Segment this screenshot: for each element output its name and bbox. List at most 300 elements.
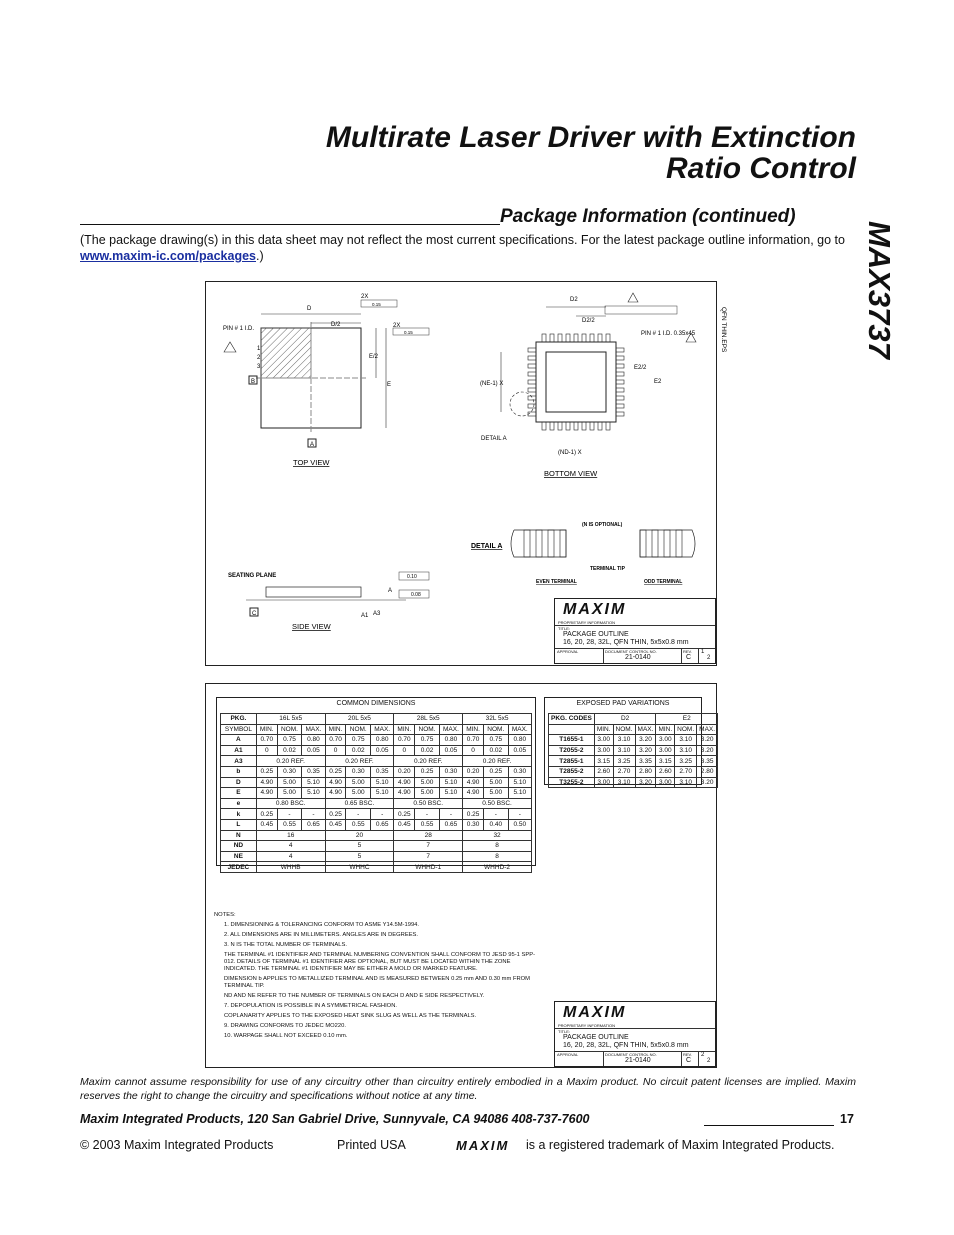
table-cell: 3.10 xyxy=(613,735,635,746)
pkg-code-cell: T2855-2 xyxy=(549,766,595,777)
package-drawing-sheet-2 xyxy=(205,683,717,1068)
detail-a-label: DETAIL A xyxy=(471,543,503,550)
group-header: E2 xyxy=(656,714,718,725)
note-item: 2. ALL DIMENSIONS ARE IN MILLIMETERS. ANGLES ARE IN DEGREES. xyxy=(224,932,419,938)
side-view-label: SIDE VIEW xyxy=(292,622,331,631)
exposed-pad-table xyxy=(548,713,718,788)
title-block-1 xyxy=(554,598,716,664)
company-address: Maxim Integrated Products, 120 San Gabriel Drive, Sunnyvale, CA 94086 408-737-7600 xyxy=(80,1112,590,1126)
title-block-2 xyxy=(554,1001,716,1067)
rev-1: C xyxy=(686,654,692,661)
table-cell: WHHD-2 xyxy=(463,862,532,873)
note-item: COPLANARITY APPLIES TO THE EXPOSED HEAT SINK SLUG AS WELL AS THE TERMINALS. xyxy=(224,1013,477,1019)
bottom-view-label: BOTTOM VIEW xyxy=(544,469,598,478)
tol-015-b: 0.15 xyxy=(404,330,413,335)
table-header-row xyxy=(549,714,718,725)
table-cell: 3.20 xyxy=(697,735,718,746)
pin-1: 1 xyxy=(257,346,261,352)
table-cell: 3.00 xyxy=(594,745,613,756)
packages-link[interactable]: www.maxim-ic.com/packages xyxy=(80,249,257,263)
common-dimensions-table xyxy=(220,713,532,873)
rev-label-1: REV. xyxy=(683,649,692,654)
table-row xyxy=(221,735,532,746)
rev-2: C xyxy=(686,1057,692,1064)
group-header: 16L 5x5 xyxy=(256,714,325,725)
table-cell: 5.00 xyxy=(346,788,371,799)
sub-header: MAX. xyxy=(371,724,394,735)
table-cell: 3.20 xyxy=(697,745,718,756)
table-cell: 0.20 REF. xyxy=(256,756,325,767)
table-row xyxy=(549,735,718,746)
pin1-id-bottom: PIN # 1 I.D. 0.35x45 xyxy=(641,331,696,337)
table-row xyxy=(221,798,532,809)
proprietary-1: PROPRIETARY INFORMATION xyxy=(558,620,616,625)
table-cell: 0.80 xyxy=(439,735,462,746)
title-text-1: PACKAGE OUTLINE xyxy=(563,631,629,638)
table-cell: 0 xyxy=(256,745,277,756)
table-cell: 0.25 xyxy=(256,809,277,820)
table-cell: 2.60 xyxy=(594,766,613,777)
table-cell: - xyxy=(346,809,371,820)
dim-bottom-e22: E2/2 xyxy=(634,365,647,371)
table-row xyxy=(221,809,532,820)
table-cell: 4.90 xyxy=(256,777,277,788)
table-cell: 5.10 xyxy=(508,788,531,799)
table-cell: WHHD-1 xyxy=(394,862,463,873)
table-cell: - xyxy=(439,809,462,820)
symbol-cell: e xyxy=(221,798,257,809)
package-drawing-sheet-1 xyxy=(205,281,727,666)
side-part-number xyxy=(852,220,912,370)
sub-header: NOM. xyxy=(346,724,371,735)
table-cell: - xyxy=(302,809,325,820)
printed-usa: Printed USA xyxy=(337,1138,406,1152)
table-cell: 5.10 xyxy=(439,777,462,788)
sub-header: MAX. xyxy=(635,724,656,735)
sub-header: MAX. xyxy=(508,724,531,735)
common-dims-caption: COMMON DIMENSIONS xyxy=(336,700,416,707)
exposed-pad-panel xyxy=(544,697,716,786)
table-cell: - xyxy=(415,809,440,820)
table-cell: 3.15 xyxy=(594,756,613,767)
table-cell: 0.20 xyxy=(394,766,415,777)
table-cell: 0.50 BSC. xyxy=(394,798,463,809)
table-cell: 3.00 xyxy=(656,735,675,746)
table-row xyxy=(221,777,532,788)
symbol-cell: A3 xyxy=(221,756,257,767)
sub-header: NOM. xyxy=(613,724,635,735)
symbol-cell: L xyxy=(221,819,257,830)
table-cell: 0.45 xyxy=(256,819,277,830)
table-cell: 0.25 xyxy=(484,766,509,777)
group-header: D2 xyxy=(594,714,656,725)
table-cell: 0.80 xyxy=(508,735,531,746)
table-cell: 3.25 xyxy=(675,756,697,767)
table-cell: 5.00 xyxy=(484,777,509,788)
pkg-code-cell: T3255-2 xyxy=(549,777,595,788)
table-row xyxy=(221,819,532,830)
note-item: 1. DIMENSIONING & TOLERANCING CONFORM TO ASME Y14.5M-1994. xyxy=(224,922,419,928)
table-cell: 4.90 xyxy=(325,777,346,788)
top-view xyxy=(223,294,429,467)
dim-d2: D/2 xyxy=(331,322,341,328)
table-cell: 0.75 xyxy=(415,735,440,746)
note-item: DIMENSION b APPLIES TO METALLIZED TERMINAL AND IS MEASURED BETWEEN 0.25 mm AND 0.30 mm FROM TERMINAL TIP. xyxy=(224,976,531,989)
ne-minus-1: (NE-1) X xyxy=(480,381,504,387)
group-header: 32L 5x5 xyxy=(463,714,532,725)
table-cell: 0.80 xyxy=(371,735,394,746)
table-cell: 0 xyxy=(463,745,484,756)
table-cell: 0.75 xyxy=(277,735,302,746)
dim-a1: A1 xyxy=(361,613,369,619)
table-cell: 0.05 xyxy=(371,745,394,756)
proprietary-2: PROPRIETARY INFORMATION xyxy=(558,1023,616,1028)
symbol-cell: D xyxy=(221,777,257,788)
disclaimer: Maxim cannot assume responsibility for use of any circuitry other than circuitry entirely embodied in a Maxim product. No circuit patent licenses are implied. Maxim reserves the right to change the circuitry and specifications without notice at any time. xyxy=(80,1076,856,1102)
table-cell: - xyxy=(277,809,302,820)
rev-label-2: REV. xyxy=(683,1052,692,1057)
table-cell: 0.70 xyxy=(256,735,277,746)
table-cell: 3.00 xyxy=(594,777,613,788)
symbol-cell: N xyxy=(221,830,257,841)
sub-header: SYMBOL xyxy=(221,724,257,735)
table-cell: 2.70 xyxy=(675,766,697,777)
table-cell: 8 xyxy=(463,841,532,852)
table-row xyxy=(221,788,532,799)
bottom-view xyxy=(480,293,696,478)
top-view-label: TOP VIEW xyxy=(293,458,330,467)
sub-header: NOM. xyxy=(675,724,697,735)
title-line-2: Ratio Control xyxy=(666,152,856,185)
table-cell: - xyxy=(484,809,509,820)
dim-e: E xyxy=(387,382,392,388)
table-cell: 3.20 xyxy=(635,777,656,788)
table-cell: 5.10 xyxy=(371,788,394,799)
detail-a-callout: DETAIL A xyxy=(481,436,507,442)
table-cell: 4.90 xyxy=(463,777,484,788)
table-cell: 5.10 xyxy=(508,777,531,788)
table-cell: 0.30 xyxy=(277,766,302,777)
table-cell: 4.90 xyxy=(463,788,484,799)
note-item: 10. WARPAGE SHALL NOT EXCEED 0.10 mm. xyxy=(224,1033,348,1039)
table-row xyxy=(549,777,718,788)
table-cell: 0.70 xyxy=(394,735,415,746)
section-title: Package Information (continued) xyxy=(500,206,796,227)
odd-terminal: ODD TERMINAL xyxy=(644,579,683,585)
table-row xyxy=(221,841,532,852)
table-cell: 5 xyxy=(325,851,394,862)
table-cell: 3.20 xyxy=(697,777,718,788)
table-cell: 0.75 xyxy=(484,735,509,746)
table-cell: 0.65 BSC. xyxy=(325,798,394,809)
table-cell: 16 xyxy=(256,830,325,841)
table-row xyxy=(221,745,532,756)
common-dimensions-panel xyxy=(216,697,536,871)
table-cell: 0 xyxy=(325,745,346,756)
table-row xyxy=(221,830,532,841)
note-item: 3. N IS THE TOTAL NUMBER OF TERMINALS. xyxy=(224,942,347,948)
table-cell: 5.10 xyxy=(371,777,394,788)
table-cell: 0.65 xyxy=(371,819,394,830)
table-cell: 0.50 BSC. xyxy=(463,798,532,809)
even-terminal: EVEN TERMINAL xyxy=(536,579,577,585)
subtitle-text-2: 16, 20, 28, 32L, QFN THIN, 5x5x0.8 mm xyxy=(563,1042,689,1049)
table-cell: 3.35 xyxy=(635,756,656,767)
sheet-num-2: 2 xyxy=(701,1052,705,1058)
table-cell: 0.75 xyxy=(346,735,371,746)
sub-header: NOM. xyxy=(277,724,302,735)
sheet-total-2: 2 xyxy=(707,1058,711,1064)
symbol-cell: A1 xyxy=(221,745,257,756)
table-cell: 5.00 xyxy=(484,788,509,799)
table-cell: 0.05 xyxy=(439,745,462,756)
table-cell: 3.25 xyxy=(613,756,635,767)
table-cell: 3.20 xyxy=(635,735,656,746)
table-cell: 32 xyxy=(463,830,532,841)
table-cell: 5.10 xyxy=(439,788,462,799)
table-row xyxy=(549,756,718,767)
file-label: QFN THIN.EPS xyxy=(720,307,727,353)
title-line-1: Multirate Laser Driver with Extinction xyxy=(325,121,856,154)
notes-block xyxy=(214,912,544,1040)
symbol-cell: ND xyxy=(221,841,257,852)
detail-a-view xyxy=(471,522,695,585)
table-cell: 2.60 xyxy=(656,766,675,777)
maxim-logo-2: MAXIM xyxy=(563,1004,627,1021)
table-cell: 4.90 xyxy=(394,788,415,799)
pin-3: 3 xyxy=(257,364,261,370)
table-cell: 0.20 REF. xyxy=(463,756,532,767)
table-row xyxy=(221,862,532,873)
table-cell: 0.45 xyxy=(325,819,346,830)
side-view xyxy=(228,572,429,631)
table-cell: 4.90 xyxy=(256,788,277,799)
approval-2: APPROVAL xyxy=(557,1052,579,1057)
table-cell: 0.70 xyxy=(325,735,346,746)
doc-label-1: DOCUMENT CONTROL NO. xyxy=(605,649,657,654)
table-cell: 0.25 xyxy=(256,766,277,777)
table-row xyxy=(221,851,532,862)
table-subheader-row xyxy=(549,724,718,735)
table-cell: 3.10 xyxy=(613,745,635,756)
sub-header: MIN. xyxy=(256,724,277,735)
table-cell: 5.00 xyxy=(277,777,302,788)
package-note xyxy=(80,232,856,264)
terminal-tip: TERMINAL TIP xyxy=(590,566,625,572)
table-cell: 0.35 xyxy=(371,766,394,777)
table-cell: 3.10 xyxy=(613,777,635,788)
pkg-code-cell: T2055-2 xyxy=(549,745,595,756)
sheet-num-1: 1 xyxy=(701,649,705,655)
table-cell: 0.25 xyxy=(415,766,440,777)
table-cell: 0.25 xyxy=(325,766,346,777)
table-cell: 0.40 xyxy=(484,819,509,830)
symbol-cell: E xyxy=(221,788,257,799)
exposed-pad-caption: EXPOSED PAD VARIATIONS xyxy=(576,700,670,707)
note-item: 9. DRAWING CONFORMS TO JEDEC MO220. xyxy=(224,1023,346,1029)
table-cell: 0.80 BSC. xyxy=(256,798,325,809)
approval-1: APPROVAL xyxy=(557,649,579,654)
table-cell: 0.50 xyxy=(508,819,531,830)
page-number: 17 xyxy=(840,1112,854,1126)
table-cell: 5.00 xyxy=(277,788,302,799)
maxim-logo-1: MAXIM xyxy=(563,601,627,618)
table-cell: 3.00 xyxy=(656,777,675,788)
dim-a3: A3 xyxy=(373,611,381,617)
table-cell: 28 xyxy=(394,830,463,841)
table-cell: 5.10 xyxy=(302,777,325,788)
table-cell: 0.20 xyxy=(463,766,484,777)
title-label-1: TITLE: xyxy=(558,626,571,631)
table-row xyxy=(549,766,718,777)
table-cell: 0.65 xyxy=(439,819,462,830)
notes-list xyxy=(214,922,544,1040)
symbol-cell: NE xyxy=(221,851,257,862)
table-header-row xyxy=(221,714,532,725)
bottom-pads xyxy=(528,334,624,430)
table-row xyxy=(221,766,532,777)
sub-header: MAX. xyxy=(302,724,325,735)
table-row xyxy=(221,756,532,767)
table-cell: 0.55 xyxy=(346,819,371,830)
symbol-cell: b xyxy=(221,766,257,777)
sub-header: MIN. xyxy=(594,724,613,735)
group-header: 20L 5x5 xyxy=(325,714,394,725)
table-cell: 0.25 xyxy=(394,809,415,820)
pkg-code-cell: T1655-1 xyxy=(549,735,595,746)
table-cell: 5 xyxy=(325,841,394,852)
dim-bottom-d2: D2 xyxy=(570,297,578,303)
table-cell: 3.10 xyxy=(675,745,697,756)
table-cell: 5.00 xyxy=(415,777,440,788)
sub-header: NOM. xyxy=(415,724,440,735)
seating-plane: SEATING PLANE xyxy=(228,573,277,579)
table-cell: 5.00 xyxy=(346,777,371,788)
pkg-code-cell: T2855-1 xyxy=(549,756,595,767)
sub-header xyxy=(549,724,595,735)
table-cell: 2.80 xyxy=(635,766,656,777)
table-cell: 5.10 xyxy=(302,788,325,799)
notes-heading: NOTES: xyxy=(214,912,236,918)
nd-minus-1: (ND-1) X xyxy=(558,450,582,456)
table-cell: WHHB xyxy=(256,862,325,873)
table-cell: 4.90 xyxy=(325,788,346,799)
table-cell: 0.30 xyxy=(439,766,462,777)
sub-header: MAX. xyxy=(439,724,462,735)
table-cell: 3.00 xyxy=(594,735,613,746)
table-cell: 0.25 xyxy=(325,809,346,820)
sub-header: NOM. xyxy=(484,724,509,735)
table-cell: 0.55 xyxy=(277,819,302,830)
table-row xyxy=(549,745,718,756)
table-subheader-row xyxy=(221,724,532,735)
subtitle-text-1: 16, 20, 28, 32L, QFN THIN, 5x5x0.8 mm xyxy=(563,639,689,646)
title-label-2: TITLE: xyxy=(558,1029,571,1034)
pin-2: 2 xyxy=(257,355,261,361)
dim-d: D xyxy=(307,306,312,312)
table-cell: 0.30 xyxy=(463,819,484,830)
note-item: 7. DEPOPULATION IS POSSIBLE IN A SYMMETRICAL FASHION. xyxy=(224,1003,397,1009)
table-cell: 4.90 xyxy=(394,777,415,788)
table-cell: 0.25 xyxy=(463,809,484,820)
maxim-trademark-logo: MAXIM xyxy=(456,1138,510,1153)
table-cell: 5.00 xyxy=(415,788,440,799)
table-cell: - xyxy=(508,809,531,820)
table-cell: 4 xyxy=(256,841,325,852)
sub-header: MIN. xyxy=(656,724,675,735)
symbol-cell: k xyxy=(221,809,257,820)
tol-015-a: 0.15 xyxy=(372,302,381,307)
table-cell: 0.02 xyxy=(277,745,302,756)
table-cell: 0.30 xyxy=(346,766,371,777)
table-cell: 3.10 xyxy=(675,735,697,746)
table-cell: - xyxy=(371,809,394,820)
doc-number-2: 21-0140 xyxy=(625,1057,651,1064)
tol-008: 0.08 xyxy=(411,592,421,598)
copyright: © 2003 Maxim Integrated Products xyxy=(80,1138,274,1152)
table-cell: 8 xyxy=(463,851,532,862)
table-cell: 4 xyxy=(256,851,325,862)
note-end: .) xyxy=(256,249,264,263)
table-cell: 0.02 xyxy=(484,745,509,756)
table-cell: 20 xyxy=(325,830,394,841)
table-cell: 0.20 REF. xyxy=(325,756,394,767)
datum-c: C xyxy=(252,611,257,617)
sub-header: MIN. xyxy=(325,724,346,735)
datum-a: A xyxy=(310,442,315,448)
section-rule xyxy=(80,224,500,225)
table-cell: 3.35 xyxy=(697,756,718,767)
group-header: 28L 5x5 xyxy=(394,714,463,725)
table-cell: 0.55 xyxy=(415,819,440,830)
tol-010: 0.10 xyxy=(407,574,417,580)
table-cell: 0.70 xyxy=(463,735,484,746)
table-cell: 3.00 xyxy=(656,745,675,756)
table-cell: 0.05 xyxy=(302,745,325,756)
note-text: (The package drawing(s) in this data sheet may not reflect the most current specifications. For the latest package outline information, go to xyxy=(80,233,845,247)
symbol-cell: JEDEC xyxy=(221,862,257,873)
table-cell: 0.02 xyxy=(415,745,440,756)
note-item: ND AND NE REFER TO THE NUMBER OF TERMINALS ON EACH D AND E SIDE RESPECTIVELY. xyxy=(224,993,485,999)
trademark-text: is a registered trademark of Maxim Integrated Products. xyxy=(526,1138,835,1152)
table-cell: 3.20 xyxy=(635,745,656,756)
table-cell: 3.10 xyxy=(675,777,697,788)
table-cell: 0.30 xyxy=(508,766,531,777)
n-optional: (N IS OPTIONAL) xyxy=(582,522,623,528)
pkg-codes-header: PKG. CODES xyxy=(549,714,595,725)
table-cell: 0.05 xyxy=(508,745,531,756)
table-cell: 0.80 xyxy=(302,735,325,746)
pin1-id-top: PIN # 1 I.D. xyxy=(223,326,255,332)
table-cell: 0.02 xyxy=(346,745,371,756)
table-cell: WHHC xyxy=(325,862,394,873)
table-cell: 0 xyxy=(394,745,415,756)
table-cell: 0.35 xyxy=(302,766,325,777)
datum-b: B xyxy=(251,379,256,385)
table-cell: 0.65 xyxy=(302,819,325,830)
sub-header: MIN. xyxy=(394,724,415,735)
page-title xyxy=(240,122,856,184)
footer-rule xyxy=(704,1125,834,1126)
doc-number-1: 21-0140 xyxy=(625,654,651,661)
dim-a: A xyxy=(388,588,393,594)
tol-2x-a: 2X xyxy=(361,294,369,300)
side-part-label: MAX3737 xyxy=(862,221,897,359)
symbol-cell: A xyxy=(221,735,257,746)
note-item: THE TERMINAL #1 IDENTIFIER AND TERMINAL NUMBERING CONVENTION SHALL CONFORM TO JESD 95-1 SPP-012. DETAILS OF TERMINAL #1 IDENTIFIER ARE OPTIONAL, BUT MUST BE LOCATED WITHIN THE ZONE INDICATED. THE TERMINAL #1 IDENTIFIER MAY BE EITHER A MOLD OR MARKED FEATURE. xyxy=(224,952,536,972)
doc-label-2: DOCUMENT CONTROL NO. xyxy=(605,1052,657,1057)
table-cell: 0.45 xyxy=(394,819,415,830)
